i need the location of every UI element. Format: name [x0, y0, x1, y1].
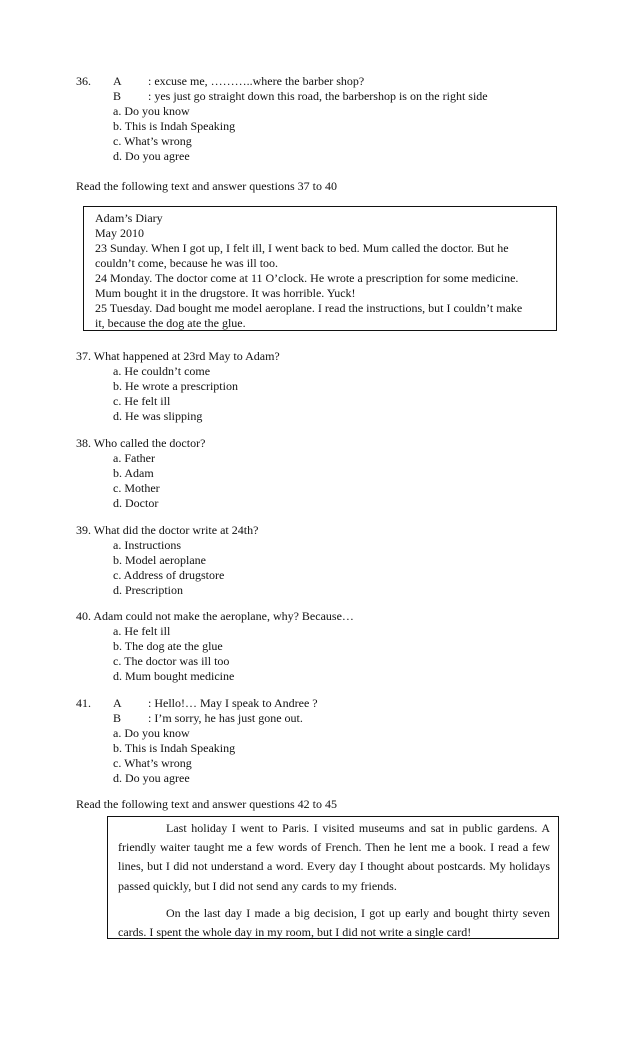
q41-line-a: : Hello!… May I speak to Andree ?	[148, 696, 318, 710]
q39-option-b: b. Model aeroplane	[113, 553, 206, 567]
q40-question: 40. Adam could not make the aeroplane, why? Because…	[76, 609, 354, 623]
q40-option-c: c. The doctor was ill too	[113, 654, 230, 668]
q37-question: 37. What happened at 23rd May to Adam?	[76, 349, 280, 363]
diary-line: 23 Sunday. When I got up, I felt ill, I went back to bed. Mum called the doctor. But he	[95, 241, 509, 255]
instruction-42-45: Read the following text and answer questions 42 to 45	[76, 797, 337, 811]
diary-title: Adam’s Diary	[95, 211, 163, 225]
q36-number: 36.	[76, 74, 91, 88]
q41-option-b: b. This is Indah Speaking	[113, 741, 236, 755]
diary-line: it, because the dog ate the glue.	[95, 316, 246, 330]
diary-line: 24 Monday. The doctor come at 11 O’clock. He wrote a prescription for some medicine.	[95, 271, 519, 285]
story-box	[107, 816, 559, 939]
q36-speaker-a: A	[113, 74, 122, 88]
q41-speaker-b: B	[113, 711, 122, 725]
q39-question: 39. What did the doctor write at 24th?	[76, 523, 259, 537]
diary-box	[83, 206, 557, 331]
diary-date: May 2010	[95, 226, 144, 240]
q37-option-c: c. He felt ill	[113, 394, 171, 408]
q38-option-d: d. Doctor	[113, 496, 159, 510]
q40-option-b: b. The dog ate the glue	[113, 639, 223, 653]
q41-speaker-a: A	[113, 696, 122, 710]
q41-number: 41.	[76, 696, 91, 710]
q38-option-b: b. Adam	[113, 466, 154, 480]
q41-option-a: a. Do you know	[113, 726, 190, 740]
q40-option-a: a. He felt ill	[113, 624, 171, 638]
q36-option-c: c. What’s wrong	[113, 134, 192, 148]
q41-line-b: : I’m sorry, he has just gone out.	[148, 711, 303, 725]
q36-line-a: : excuse me, ………..where the barber shop?	[148, 74, 365, 88]
q39-option-c: c. Address of drugstore	[113, 568, 225, 582]
q38-question: 38. Who called the doctor?	[76, 436, 206, 450]
q38-option-a: a. Father	[113, 451, 155, 465]
q38-option-c: c. Mother	[113, 481, 160, 495]
q41-option-d: d. Do you agree	[113, 771, 190, 785]
diary-line: 25 Tuesday. Dad bought me model aeroplane. I read the instructions, but I couldn’t make	[95, 301, 523, 315]
story-paragraph-1: Last holiday I went to Paris. I visited museums and sat in public gardens. A friendly waiter taught me a few words of French. Then he lent me a book. I read a few lines, but I did not understand a word. Every day I thought about postcards. My holidays passed quickly, but I did not send any cards to my friends.	[118, 821, 550, 893]
q36-option-b: b. This is Indah Speaking	[113, 119, 236, 133]
diary-line: couldn’t come, because he was ill too.	[95, 256, 279, 270]
story-paragraph-2: On the last day I made a big decision, I got up early and bought thirty seven cards. I spent the whole day in my room, but I did not write a single card!	[118, 906, 550, 940]
instruction-37-40: Read the following text and answer questions 37 to 40	[76, 179, 337, 193]
q36-option-d: d. Do you agree	[113, 149, 190, 163]
q36-line-b: : yes just go straight down this road, the barbershop is on the right side	[148, 89, 488, 103]
q37-option-b: b. He wrote a prescription	[113, 379, 238, 393]
q41-option-c: c. What’s wrong	[113, 756, 192, 770]
q37-option-d: d. He was slipping	[113, 409, 203, 423]
q40-option-d: d. Mum bought medicine	[113, 669, 235, 683]
q37-option-a: a. He couldn’t come	[113, 364, 211, 378]
q36-speaker-b: B	[113, 89, 122, 103]
q39-option-d: d. Prescription	[113, 583, 183, 597]
q36-option-a: a. Do you know	[113, 104, 190, 118]
diary-line: Mum bought it in the drugstore. It was horrible. Yuck!	[95, 286, 356, 300]
q39-option-a: a. Instructions	[113, 538, 181, 552]
